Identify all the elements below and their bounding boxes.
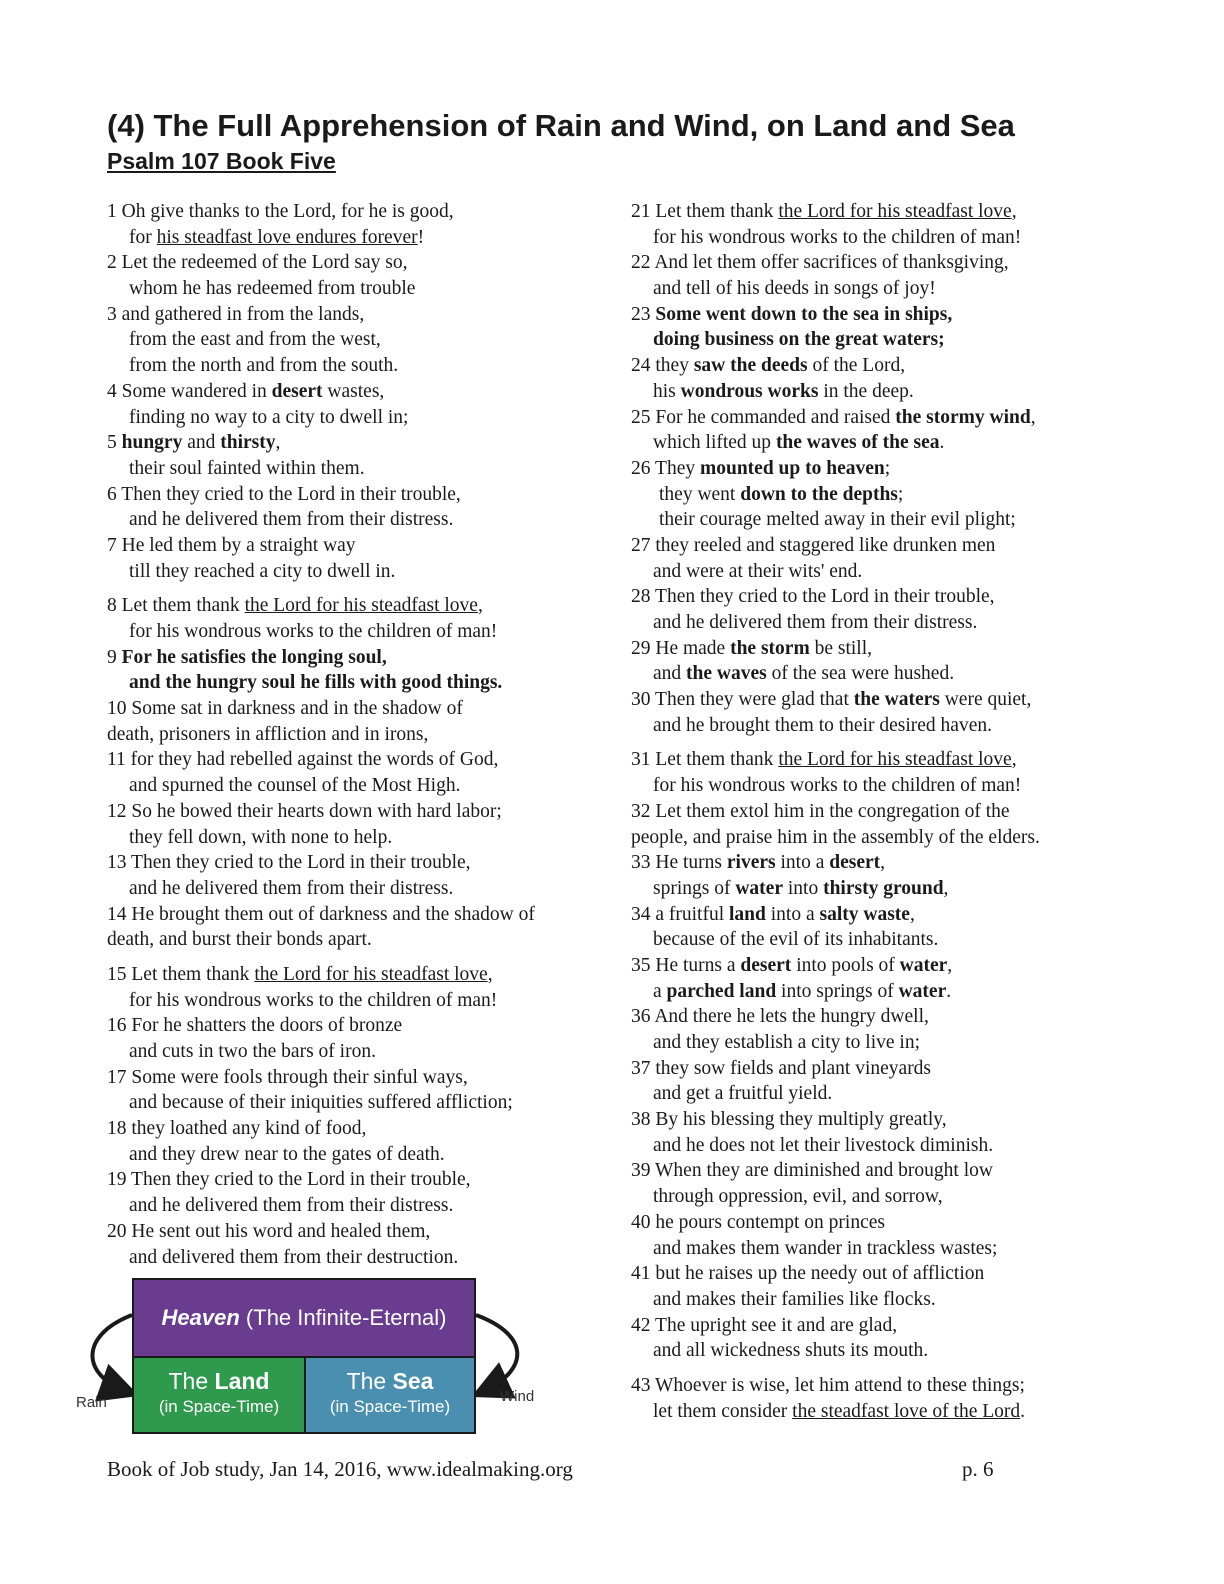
verse-line [631, 507, 1101, 533]
verse-text: They mounted up to heaven; [655, 457, 891, 479]
verse-number: 23 [631, 303, 651, 325]
verse-line [631, 199, 1101, 225]
verse-line [631, 979, 1101, 1005]
verse-number: 5 [107, 432, 117, 454]
verse-line [107, 1219, 597, 1245]
verse-line [631, 276, 1101, 302]
verse-number: 38 [631, 1109, 651, 1131]
verse-text: and he delivered them from their distress. [129, 1195, 454, 1217]
sea-sublabel: (in Space-Time) [329, 1397, 451, 1416]
verse-text: Then they cried to the Lord in their trouble, [655, 586, 995, 608]
verse-text: and get a fruitful yield. [653, 1083, 833, 1105]
verse-text: And let them offer sacrifices of thanksgiving, [654, 252, 1009, 274]
verse-number: 10 [107, 698, 127, 720]
verse-number: 35 [631, 954, 651, 976]
verse-number: 8 [107, 595, 117, 617]
verse-text: he pours contempt on princes [655, 1211, 885, 1233]
verse-line [107, 876, 597, 902]
verse-text: and he does not let their livestock diminish. [653, 1134, 994, 1156]
verse-line [631, 927, 1101, 953]
verse-line [631, 876, 1101, 902]
wind-arrow [476, 1315, 517, 1392]
verse-text: and he delivered them from their distress. [129, 877, 454, 899]
verse-line [107, 825, 597, 851]
verse-line [107, 1245, 597, 1271]
verse-line [107, 1193, 597, 1219]
verse-text: And there he lets the hungry dwell, [654, 1006, 929, 1028]
verse-line [107, 430, 597, 456]
verse-text: Then they cried to the Lord in their trouble, [131, 1169, 471, 1191]
heaven-label: Heaven [161, 1305, 240, 1330]
verse-text: He turns rivers into a desert, [655, 852, 886, 874]
verse-text: hungry and thirsty, [121, 432, 281, 454]
page-title: (4) The Full Apprehension of Rain and Wind, on Land and Sea [107, 108, 1015, 143]
verse-line [631, 1236, 1101, 1262]
verse-text: for his wondrous works to the children of man! [129, 989, 498, 1011]
verse-number: 17 [107, 1066, 127, 1088]
verse-number: 32 [631, 800, 651, 822]
verse-number: 22 [631, 252, 651, 274]
verse-line [107, 302, 597, 328]
verse-text: and spurned the counsel of the Most High. [129, 775, 461, 797]
verse-line [631, 1030, 1101, 1056]
verse-text: for they had rebelled against the words of God, [130, 749, 499, 771]
verse-line [107, 773, 597, 799]
verse-number: 33 [631, 852, 651, 874]
verse-line [631, 1004, 1101, 1030]
verse-text: death, and burst their bonds apart. [107, 929, 372, 951]
verse-text: which lifted up the waves of the sea. [653, 432, 945, 454]
verse-number: 13 [107, 852, 127, 874]
verse-text: and tell of his deeds in songs of joy! [653, 278, 936, 300]
verse-text: and the hungry soul he fills with good things. [129, 672, 503, 694]
verse-line [631, 456, 1101, 482]
verse-number: 34 [631, 903, 651, 925]
verse-line [631, 379, 1101, 405]
verse-line [631, 533, 1101, 559]
verse-text: Then they were glad that the waters were quiet, [655, 689, 1032, 711]
heaven-description: (The Infinite-Eternal) [239, 1305, 447, 1330]
verse-line [107, 1065, 597, 1091]
verse-line [631, 825, 1101, 851]
verse-number: 31 [631, 749, 651, 771]
verse-line [631, 405, 1101, 431]
verse-number: 3 [107, 303, 117, 325]
verse-text: finding no way to a city to dwell in; [129, 406, 409, 428]
verse-text: Let them thank the Lord for his steadfast love, [655, 749, 1017, 771]
verse-number: 43 [631, 1374, 651, 1396]
verse-text: For he shatters the doors of bronze [131, 1015, 403, 1037]
verse-line [107, 199, 597, 225]
verse-text: Then they cried to the Lord in their trouble, [131, 852, 471, 874]
wind-label: Wind [500, 1388, 535, 1405]
verse-text: For he commanded and raised the stormy wind, [655, 406, 1036, 428]
verse-line [107, 482, 597, 508]
verse-text: his wondrous works in the deep. [653, 380, 914, 402]
verse-line [107, 696, 597, 722]
verse-line [631, 713, 1101, 739]
verse-line [107, 1116, 597, 1142]
sea-box [304, 1356, 476, 1434]
verse-line [631, 1210, 1101, 1236]
verse-line [631, 1338, 1101, 1364]
verse-line [631, 636, 1101, 662]
verse-text: for his wondrous works to the children of man! [653, 226, 1022, 248]
verse-line [631, 225, 1101, 251]
verse-number: 4 [107, 380, 117, 402]
verse-number: 19 [107, 1169, 127, 1191]
verse-text: they reeled and staggered like drunken men [655, 534, 996, 556]
verse-number: 24 [631, 355, 651, 377]
verse-line [631, 1107, 1101, 1133]
verse-number: 2 [107, 252, 117, 274]
verse-text: for his wondrous works to the children of man! [653, 775, 1022, 797]
verse-line [107, 225, 597, 251]
verse-text: their courage melted away in their evil plight; [659, 509, 1016, 531]
verse-text: and they establish a city to live in; [653, 1032, 920, 1053]
verse-text: they sow fields and plant vineyards [655, 1057, 932, 1079]
verse-text: Some wandered in desert wastes, [121, 380, 385, 402]
verse-number: 7 [107, 534, 117, 556]
verse-text: through oppression, evil, and sorrow, [653, 1186, 943, 1208]
verse-line [107, 799, 597, 825]
page-subtitle: Psalm 107 Book Five [107, 148, 336, 174]
verse-line [631, 353, 1101, 379]
verse-line [107, 645, 597, 671]
verse-number: 15 [107, 963, 127, 985]
verse-text: they loathed any kind of food, [131, 1118, 367, 1140]
verse-line [107, 962, 597, 988]
verse-text: He sent out his word and healed them, [131, 1220, 431, 1242]
verse-text: He led them by a straight way [121, 534, 356, 556]
verse-line [107, 902, 597, 928]
verse-text: they saw the deeds of the Lord, [655, 355, 906, 377]
land-sublabel: (in Space-Time) [158, 1397, 280, 1416]
verse-text: He brought them out of darkness and the shadow of [131, 903, 535, 925]
verse-line [631, 559, 1101, 585]
verse-text: for his steadfast love endures forever! [129, 226, 425, 248]
verse-line [107, 1090, 597, 1116]
verse-line [107, 722, 597, 748]
verse-line [107, 327, 597, 353]
verse-line [631, 1056, 1101, 1082]
verse-line [107, 353, 597, 379]
verse-text: doing business on the great waters; [653, 329, 945, 351]
verse-text: let them consider the steadfast love of the Lord. [653, 1400, 1026, 1422]
verse-text: they went down to the depths; [659, 483, 904, 505]
rain-label: Rain [76, 1394, 107, 1411]
verse-line [107, 250, 597, 276]
verse-number: 28 [631, 586, 651, 608]
verse-text: The upright see it and are glad, [655, 1314, 898, 1336]
verse-number: 39 [631, 1160, 651, 1182]
verse-text: their soul fainted within them. [129, 457, 365, 479]
verse-line [107, 988, 597, 1014]
footer-citation: Book of Job study, Jan 14, 2016, www.idealmaking.org [107, 1457, 573, 1481]
verse-line [107, 1039, 597, 1065]
verse-line [631, 482, 1101, 508]
verse-line [631, 661, 1101, 687]
verse-line [107, 405, 597, 431]
sea-prefix: The [346, 1368, 393, 1394]
verse-text: because of the evil of its inhabitants. [653, 929, 939, 951]
verse-line [631, 799, 1101, 825]
land-label: Land [214, 1368, 270, 1394]
verse-number: 12 [107, 800, 127, 822]
verse-text: they fell down, with none to help. [129, 826, 393, 848]
verse-line [107, 507, 597, 533]
rain-arrow [92, 1315, 132, 1392]
verse-line [631, 747, 1101, 773]
verse-line [631, 610, 1101, 636]
verse-text: Let them thank the Lord for his steadfast love, [121, 595, 483, 617]
verse-line [631, 327, 1101, 353]
sea-label: Sea [392, 1368, 434, 1394]
verse-line [631, 773, 1101, 799]
verse-number: 20 [107, 1220, 127, 1242]
verse-number: 27 [631, 534, 651, 556]
verse-text: and he brought them to their desired haven. [653, 714, 992, 736]
verse-line [107, 619, 597, 645]
verse-line [631, 902, 1101, 928]
verse-line [107, 593, 597, 619]
verse-number: 6 [107, 483, 117, 505]
verse-text: till they reached a city to dwell in. [129, 560, 396, 582]
verse-line [107, 1167, 597, 1193]
verse-line [107, 456, 597, 482]
verse-number: 41 [631, 1263, 651, 1285]
verse-text: Some sat in darkness and in the shadow of [131, 698, 463, 720]
verse-text: and were at their wits' end. [653, 560, 863, 582]
page-number: p. 6 [962, 1457, 994, 1481]
verse-text: and makes them wander in trackless wastes; [653, 1237, 998, 1259]
verse-line [631, 687, 1101, 713]
verse-text: and cuts in two the bars of iron. [129, 1041, 376, 1062]
verse-line [631, 1261, 1101, 1287]
verse-text: Some were fools through their sinful ways, [131, 1066, 468, 1088]
verse-text: He turns a desert into pools of water, [655, 954, 953, 976]
verse-text: Let them thank the Lord for his steadfast love, [131, 963, 493, 985]
verse-text: and makes their families like flocks. [653, 1288, 936, 1310]
verse-number: 16 [107, 1015, 127, 1037]
verse-number: 36 [631, 1006, 651, 1028]
verse-text: Some went down to the sea in ships, [655, 303, 953, 325]
verse-line [631, 1287, 1101, 1313]
verse-number: 30 [631, 689, 651, 711]
verse-text: whom he has redeemed from trouble [129, 278, 416, 300]
verse-text: people, and praise him in the assembly of the elders. [631, 826, 1040, 848]
verse-text: from the east and from the west, [129, 329, 381, 351]
verse-line [107, 559, 597, 585]
verse-text: and gathered in from the lands, [121, 303, 365, 325]
heaven-box [132, 1278, 476, 1358]
verse-text: and he delivered them from their distress. [653, 612, 978, 633]
verse-number: 9 [107, 646, 117, 668]
verse-number: 37 [631, 1057, 651, 1079]
verse-number: 18 [107, 1118, 127, 1140]
verse-text: and they drew near to the gates of death. [129, 1143, 445, 1165]
land-prefix: The [168, 1368, 215, 1394]
verse-number: 26 [631, 457, 651, 479]
verse-text: Oh give thanks to the Lord, for he is good, [121, 201, 454, 222]
verse-text: For he satisfies the longing soul, [121, 646, 387, 668]
verse-text: springs of water into thirsty ground, [653, 877, 949, 899]
verse-line [631, 1399, 1101, 1425]
verse-line [107, 670, 597, 696]
verse-text: a parched land into springs of water. [653, 980, 952, 1002]
verse-text: and delivered them from their destruction. [129, 1246, 459, 1268]
verse-line [107, 1013, 597, 1039]
verse-text: a fruitful land into a salty waste, [655, 903, 915, 925]
verse-number: 40 [631, 1211, 651, 1233]
verse-text: Whoever is wise, let him attend to these things; [655, 1374, 1025, 1396]
verse-line [631, 302, 1101, 328]
verse-text: He made the storm be still, [655, 637, 872, 659]
heaven-land-sea-diagram [70, 1270, 550, 1440]
verse-line [107, 533, 597, 559]
verse-line [631, 1313, 1101, 1339]
verse-line [631, 584, 1101, 610]
verse-line [107, 927, 597, 953]
verse-text: Then they cried to the Lord in their trouble, [121, 483, 461, 505]
verse-line [631, 1158, 1101, 1184]
verse-text: Let them extol him in the congregation of the [655, 800, 1010, 822]
verse-line [107, 379, 597, 405]
left-column [107, 199, 597, 1270]
verse-text: and because of their iniquities suffered affliction; [129, 1092, 513, 1114]
verse-line [631, 1133, 1101, 1159]
verse-text: When they are diminished and brought low [655, 1160, 993, 1182]
verse-line [631, 953, 1101, 979]
land-box [132, 1356, 306, 1434]
verse-line [107, 276, 597, 302]
verse-number: 25 [631, 406, 651, 428]
verse-number: 21 [631, 201, 651, 222]
verse-line [107, 850, 597, 876]
verse-text: and he delivered them from their distress. [129, 509, 454, 531]
verse-line [631, 1184, 1101, 1210]
verse-line [631, 1373, 1101, 1399]
verse-text: So he bowed their hearts down with hard labor; [131, 800, 502, 822]
verse-text: and all wickedness shuts its mouth. [653, 1340, 929, 1362]
verse-line [107, 1142, 597, 1168]
verse-text: for his wondrous works to the children of man! [129, 621, 498, 642]
verse-text: but he raises up the needy out of affliction [655, 1263, 985, 1285]
verse-number: 14 [107, 903, 127, 925]
verse-number: 1 [107, 201, 117, 222]
verse-number: 29 [631, 637, 651, 659]
verse-text: from the north and from the south. [129, 355, 399, 377]
verse-number: 11 [107, 749, 126, 771]
verse-text: By his blessing they multiply greatly, [655, 1109, 947, 1131]
verse-line [631, 430, 1101, 456]
verse-number: 42 [631, 1314, 651, 1336]
verse-line [631, 250, 1101, 276]
verse-text: Let the redeemed of the Lord say so, [121, 252, 408, 274]
verse-line [631, 850, 1101, 876]
verse-line [107, 747, 597, 773]
right-column [631, 199, 1101, 1424]
verse-text: death, prisoners in affliction and in irons, [107, 723, 429, 745]
verse-text: and the waves of the sea were hushed. [653, 663, 955, 685]
verse-text: Let them thank the Lord for his steadfast love, [655, 201, 1017, 222]
verse-line [631, 1081, 1101, 1107]
